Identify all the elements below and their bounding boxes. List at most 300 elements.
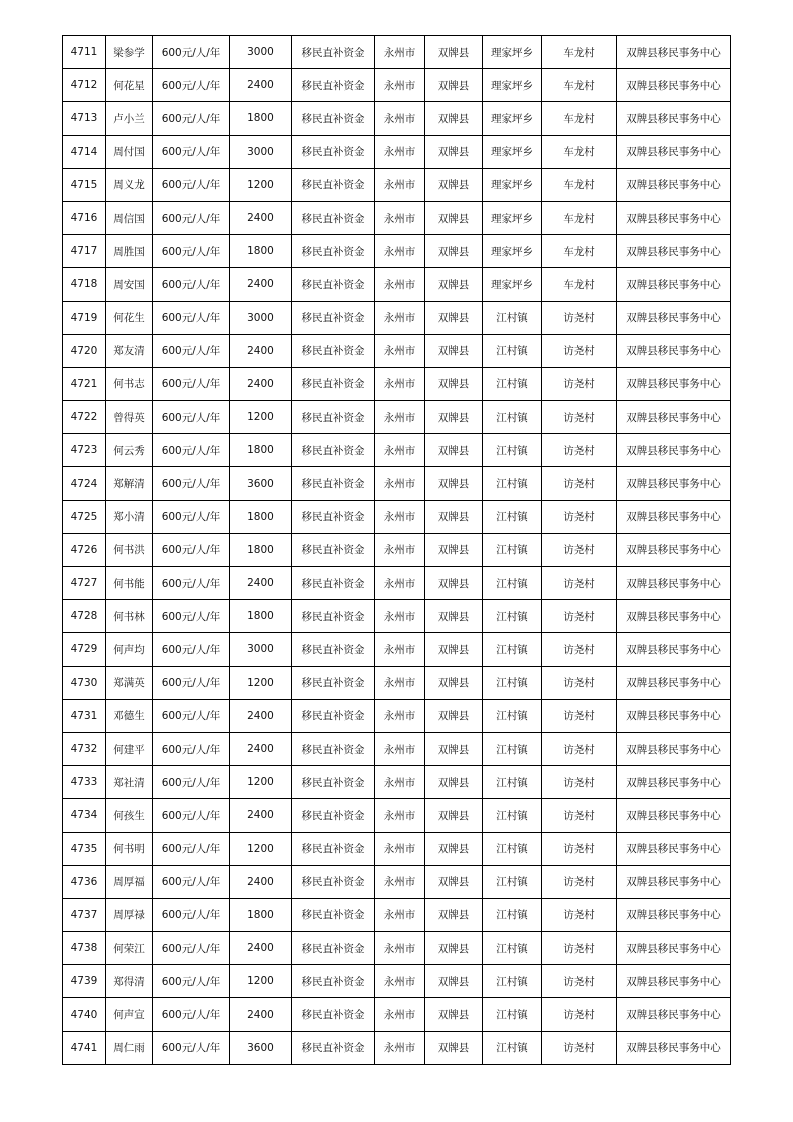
table-row [63,699,731,732]
cell-fund-type: 移民直补资金 [292,766,375,799]
cell-name: 周信国 [106,201,153,234]
cell-standard: 600元/人/年 [153,766,230,799]
cell-agency: 双牌县移民事务中心 [617,500,731,533]
cell-village: 访尧村 [542,666,617,699]
cell-agency: 双牌县移民事务中心 [617,799,731,832]
cell-village: 访尧村 [542,832,617,865]
cell-amount: 1200 [230,965,292,998]
cell-city: 永州市 [375,567,425,600]
cell-township: 江村镇 [483,998,542,1031]
cell-fund-type: 移民直补资金 [292,932,375,965]
cell-city: 永州市 [375,168,425,201]
cell-fund-type: 移民直补资金 [292,168,375,201]
cell-standard: 600元/人/年 [153,732,230,765]
cell-county: 双牌县 [425,932,483,965]
cell-amount: 2400 [230,201,292,234]
cell-township: 理家坪乡 [483,102,542,135]
cell-fund-type: 移民直补资金 [292,434,375,467]
cell-county: 双牌县 [425,301,483,334]
cell-township: 江村镇 [483,832,542,865]
table-row [63,367,731,400]
cell-standard: 600元/人/年 [153,467,230,500]
cell-township: 理家坪乡 [483,235,542,268]
cell-name: 何书洪 [106,533,153,566]
cell-city: 永州市 [375,268,425,301]
cell-village: 访尧村 [542,932,617,965]
table-row [63,268,731,301]
cell-fund-type: 移民直补资金 [292,201,375,234]
cell-serial-no: 4713 [63,102,106,135]
cell-serial-no: 4731 [63,699,106,732]
cell-county: 双牌县 [425,533,483,566]
cell-fund-type: 移民直补资金 [292,965,375,998]
cell-amount: 3600 [230,467,292,500]
cell-standard: 600元/人/年 [153,799,230,832]
cell-city: 永州市 [375,102,425,135]
cell-fund-type: 移民直补资金 [292,36,375,69]
table-row [63,434,731,467]
cell-name: 周胜国 [106,235,153,268]
cell-standard: 600元/人/年 [153,865,230,898]
cell-township: 江村镇 [483,799,542,832]
cell-township: 江村镇 [483,898,542,931]
cell-standard: 600元/人/年 [153,36,230,69]
table-row [63,69,731,102]
cell-city: 永州市 [375,998,425,1031]
cell-village: 访尧村 [542,500,617,533]
cell-city: 永州市 [375,533,425,566]
cell-county: 双牌县 [425,699,483,732]
table-row [63,401,731,434]
cell-village: 访尧村 [542,898,617,931]
cell-standard: 600元/人/年 [153,367,230,400]
cell-standard: 600元/人/年 [153,832,230,865]
cell-agency: 双牌县移民事务中心 [617,334,731,367]
cell-village: 访尧村 [542,334,617,367]
cell-village: 车龙村 [542,168,617,201]
cell-village: 访尧村 [542,699,617,732]
cell-amount: 2400 [230,699,292,732]
cell-county: 双牌县 [425,102,483,135]
cell-name: 郑社清 [106,766,153,799]
cell-name: 何声宣 [106,998,153,1031]
cell-standard: 600元/人/年 [153,102,230,135]
cell-fund-type: 移民直补资金 [292,135,375,168]
cell-agency: 双牌县移民事务中心 [617,865,731,898]
cell-city: 永州市 [375,799,425,832]
table-row [63,467,731,500]
table-row [63,766,731,799]
cell-township: 江村镇 [483,401,542,434]
cell-standard: 600元/人/年 [153,69,230,102]
cell-fund-type: 移民直补资金 [292,467,375,500]
cell-name: 何书明 [106,832,153,865]
table-row [63,932,731,965]
cell-fund-type: 移民直补资金 [292,533,375,566]
cell-agency: 双牌县移民事务中心 [617,36,731,69]
cell-township: 理家坪乡 [483,201,542,234]
cell-agency: 双牌县移民事务中心 [617,301,731,334]
cell-township: 江村镇 [483,301,542,334]
cell-serial-no: 4717 [63,235,106,268]
cell-village: 访尧村 [542,434,617,467]
cell-agency: 双牌县移民事务中心 [617,268,731,301]
cell-serial-no: 4712 [63,69,106,102]
cell-standard: 600元/人/年 [153,334,230,367]
cell-township: 理家坪乡 [483,168,542,201]
table-row [63,102,731,135]
cell-county: 双牌县 [425,334,483,367]
cell-amount: 1200 [230,766,292,799]
cell-fund-type: 移民直补资金 [292,301,375,334]
cell-city: 永州市 [375,201,425,234]
cell-village: 车龙村 [542,268,617,301]
cell-amount: 1200 [230,666,292,699]
cell-county: 双牌县 [425,201,483,234]
cell-standard: 600元/人/年 [153,600,230,633]
cell-amount: 1200 [230,401,292,434]
cell-city: 永州市 [375,898,425,931]
cell-name: 郑解清 [106,467,153,500]
cell-city: 永州市 [375,36,425,69]
cell-name: 邓德生 [106,699,153,732]
cell-agency: 双牌县移民事务中心 [617,633,731,666]
cell-name: 何书能 [106,567,153,600]
cell-serial-no: 4715 [63,168,106,201]
cell-township: 理家坪乡 [483,268,542,301]
cell-name: 周厚福 [106,865,153,898]
cell-village: 访尧村 [542,965,617,998]
cell-standard: 600元/人/年 [153,434,230,467]
cell-village: 访尧村 [542,865,617,898]
cell-agency: 双牌县移民事务中心 [617,467,731,500]
cell-city: 永州市 [375,865,425,898]
cell-city: 永州市 [375,965,425,998]
cell-serial-no: 4734 [63,799,106,832]
cell-name: 周厚禄 [106,898,153,931]
cell-serial-no: 4720 [63,334,106,367]
cell-township: 理家坪乡 [483,69,542,102]
cell-amount: 3000 [230,301,292,334]
table-row [63,201,731,234]
cell-amount: 1800 [230,235,292,268]
cell-county: 双牌县 [425,732,483,765]
cell-county: 双牌县 [425,998,483,1031]
table-row [63,168,731,201]
cell-village: 访尧村 [542,467,617,500]
cell-name: 卢小兰 [106,102,153,135]
table-row [63,600,731,633]
cell-city: 永州市 [375,434,425,467]
cell-serial-no: 4719 [63,301,106,334]
cell-fund-type: 移民直补资金 [292,268,375,301]
cell-township: 江村镇 [483,367,542,400]
cell-standard: 600元/人/年 [153,268,230,301]
cell-village: 访尧村 [542,1031,617,1064]
cell-agency: 双牌县移民事务中心 [617,367,731,400]
cell-standard: 600元/人/年 [153,235,230,268]
cell-city: 永州市 [375,235,425,268]
cell-amount: 2400 [230,932,292,965]
cell-city: 永州市 [375,1031,425,1064]
cell-fund-type: 移民直补资金 [292,633,375,666]
cell-agency: 双牌县移民事务中心 [617,766,731,799]
cell-county: 双牌县 [425,467,483,500]
cell-name: 周仁雨 [106,1031,153,1064]
cell-standard: 600元/人/年 [153,500,230,533]
cell-city: 永州市 [375,69,425,102]
cell-city: 永州市 [375,301,425,334]
cell-fund-type: 移民直补资金 [292,865,375,898]
cell-serial-no: 4735 [63,832,106,865]
subsidy-table [62,35,731,1065]
cell-serial-no: 4728 [63,600,106,633]
cell-agency: 双牌县移民事务中心 [617,832,731,865]
cell-county: 双牌县 [425,898,483,931]
cell-name: 郑得清 [106,965,153,998]
cell-village: 车龙村 [542,135,617,168]
cell-serial-no: 4739 [63,965,106,998]
table-row [63,36,731,69]
cell-name: 郑友清 [106,334,153,367]
cell-village: 车龙村 [542,36,617,69]
cell-township: 江村镇 [483,334,542,367]
cell-township: 江村镇 [483,932,542,965]
cell-agency: 双牌县移民事务中心 [617,898,731,931]
cell-name: 周安国 [106,268,153,301]
cell-name: 周义龙 [106,168,153,201]
cell-serial-no: 4724 [63,467,106,500]
cell-standard: 600元/人/年 [153,898,230,931]
cell-village: 访尧村 [542,998,617,1031]
cell-agency: 双牌县移民事务中心 [617,533,731,566]
cell-city: 永州市 [375,832,425,865]
cell-name: 何书林 [106,600,153,633]
cell-village: 车龙村 [542,201,617,234]
cell-fund-type: 移民直补资金 [292,998,375,1031]
table-row [63,832,731,865]
cell-township: 江村镇 [483,567,542,600]
cell-city: 永州市 [375,932,425,965]
cell-township: 江村镇 [483,467,542,500]
cell-county: 双牌县 [425,168,483,201]
table-row [63,135,731,168]
cell-fund-type: 移民直补资金 [292,732,375,765]
cell-serial-no: 4711 [63,36,106,69]
cell-township: 江村镇 [483,533,542,566]
cell-county: 双牌县 [425,69,483,102]
cell-village: 访尧村 [542,600,617,633]
cell-fund-type: 移民直补资金 [292,898,375,931]
cell-name: 何建平 [106,732,153,765]
cell-village: 车龙村 [542,69,617,102]
cell-village: 访尧村 [542,533,617,566]
cell-agency: 双牌县移民事务中心 [617,201,731,234]
cell-amount: 2400 [230,268,292,301]
cell-county: 双牌县 [425,633,483,666]
cell-county: 双牌县 [425,401,483,434]
cell-agency: 双牌县移民事务中心 [617,567,731,600]
cell-township: 江村镇 [483,434,542,467]
table-row [63,633,731,666]
cell-serial-no: 4722 [63,401,106,434]
cell-name: 何云秀 [106,434,153,467]
cell-city: 永州市 [375,500,425,533]
cell-name: 何孩生 [106,799,153,832]
cell-serial-no: 4726 [63,533,106,566]
cell-county: 双牌县 [425,666,483,699]
cell-name: 梁参学 [106,36,153,69]
table-row [63,998,731,1031]
cell-name: 何声均 [106,633,153,666]
cell-city: 永州市 [375,732,425,765]
cell-township: 江村镇 [483,699,542,732]
cell-county: 双牌县 [425,135,483,168]
cell-village: 访尧村 [542,301,617,334]
cell-serial-no: 4727 [63,567,106,600]
cell-standard: 600元/人/年 [153,1031,230,1064]
cell-name: 何花星 [106,69,153,102]
cell-amount: 2400 [230,998,292,1031]
cell-name: 周付国 [106,135,153,168]
cell-serial-no: 4714 [63,135,106,168]
cell-city: 永州市 [375,135,425,168]
cell-fund-type: 移民直补资金 [292,1031,375,1064]
table-row [63,865,731,898]
cell-city: 永州市 [375,334,425,367]
table-row [63,666,731,699]
cell-township: 理家坪乡 [483,36,542,69]
cell-amount: 1800 [230,600,292,633]
cell-standard: 600元/人/年 [153,168,230,201]
cell-city: 永州市 [375,367,425,400]
cell-village: 车龙村 [542,235,617,268]
cell-village: 访尧村 [542,367,617,400]
cell-agency: 双牌县移民事务中心 [617,69,731,102]
cell-township: 江村镇 [483,1031,542,1064]
cell-fund-type: 移民直补资金 [292,567,375,600]
cell-agency: 双牌县移民事务中心 [617,600,731,633]
cell-fund-type: 移民直补资金 [292,102,375,135]
cell-standard: 600元/人/年 [153,932,230,965]
cell-amount: 2400 [230,732,292,765]
cell-agency: 双牌县移民事务中心 [617,932,731,965]
cell-serial-no: 4716 [63,201,106,234]
cell-serial-no: 4718 [63,268,106,301]
cell-county: 双牌县 [425,235,483,268]
cell-amount: 1800 [230,434,292,467]
cell-agency: 双牌县移民事务中心 [617,666,731,699]
cell-standard: 600元/人/年 [153,998,230,1031]
cell-standard: 600元/人/年 [153,699,230,732]
cell-county: 双牌县 [425,965,483,998]
cell-city: 永州市 [375,633,425,666]
cell-fund-type: 移民直补资金 [292,401,375,434]
cell-county: 双牌县 [425,36,483,69]
cell-village: 访尧村 [542,401,617,434]
cell-agency: 双牌县移民事务中心 [617,1031,731,1064]
cell-name: 郑满英 [106,666,153,699]
cell-county: 双牌县 [425,766,483,799]
cell-county: 双牌县 [425,865,483,898]
cell-agency: 双牌县移民事务中心 [617,401,731,434]
cell-county: 双牌县 [425,600,483,633]
cell-county: 双牌县 [425,832,483,865]
cell-amount: 3000 [230,135,292,168]
cell-agency: 双牌县移民事务中心 [617,699,731,732]
cell-amount: 2400 [230,367,292,400]
cell-city: 永州市 [375,766,425,799]
cell-village: 访尧村 [542,567,617,600]
cell-township: 江村镇 [483,633,542,666]
cell-township: 江村镇 [483,865,542,898]
cell-fund-type: 移民直补资金 [292,832,375,865]
cell-standard: 600元/人/年 [153,965,230,998]
cell-standard: 600元/人/年 [153,135,230,168]
cell-city: 永州市 [375,600,425,633]
cell-amount: 2400 [230,69,292,102]
cell-serial-no: 4721 [63,367,106,400]
cell-standard: 600元/人/年 [153,201,230,234]
cell-serial-no: 4740 [63,998,106,1031]
cell-serial-no: 4729 [63,633,106,666]
cell-county: 双牌县 [425,500,483,533]
cell-fund-type: 移民直补资金 [292,69,375,102]
table-row [63,898,731,931]
cell-fund-type: 移民直补资金 [292,699,375,732]
cell-township: 理家坪乡 [483,135,542,168]
cell-township: 江村镇 [483,766,542,799]
cell-fund-type: 移民直补资金 [292,334,375,367]
cell-amount: 2400 [230,799,292,832]
cell-serial-no: 4723 [63,434,106,467]
cell-serial-no: 4736 [63,865,106,898]
cell-serial-no: 4725 [63,500,106,533]
cell-amount: 1800 [230,898,292,931]
cell-township: 江村镇 [483,732,542,765]
cell-village: 访尧村 [542,799,617,832]
cell-county: 双牌县 [425,799,483,832]
cell-agency: 双牌县移民事务中心 [617,102,731,135]
cell-standard: 600元/人/年 [153,533,230,566]
table-row [63,235,731,268]
table-row [63,1031,731,1064]
cell-standard: 600元/人/年 [153,301,230,334]
cell-city: 永州市 [375,467,425,500]
cell-fund-type: 移民直补资金 [292,500,375,533]
table-row [63,732,731,765]
cell-amount: 2400 [230,334,292,367]
cell-name: 何花生 [106,301,153,334]
cell-standard: 600元/人/年 [153,633,230,666]
cell-fund-type: 移民直补资金 [292,367,375,400]
cell-agency: 双牌县移民事务中心 [617,732,731,765]
cell-agency: 双牌县移民事务中心 [617,965,731,998]
cell-township: 江村镇 [483,500,542,533]
cell-city: 永州市 [375,666,425,699]
cell-county: 双牌县 [425,1031,483,1064]
table-row [63,334,731,367]
cell-name: 郑小清 [106,500,153,533]
cell-township: 江村镇 [483,965,542,998]
cell-amount: 1200 [230,168,292,201]
cell-amount: 3000 [230,36,292,69]
cell-fund-type: 移民直补资金 [292,235,375,268]
cell-amount: 1800 [230,533,292,566]
cell-serial-no: 4737 [63,898,106,931]
cell-amount: 1800 [230,102,292,135]
cell-agency: 双牌县移民事务中心 [617,168,731,201]
